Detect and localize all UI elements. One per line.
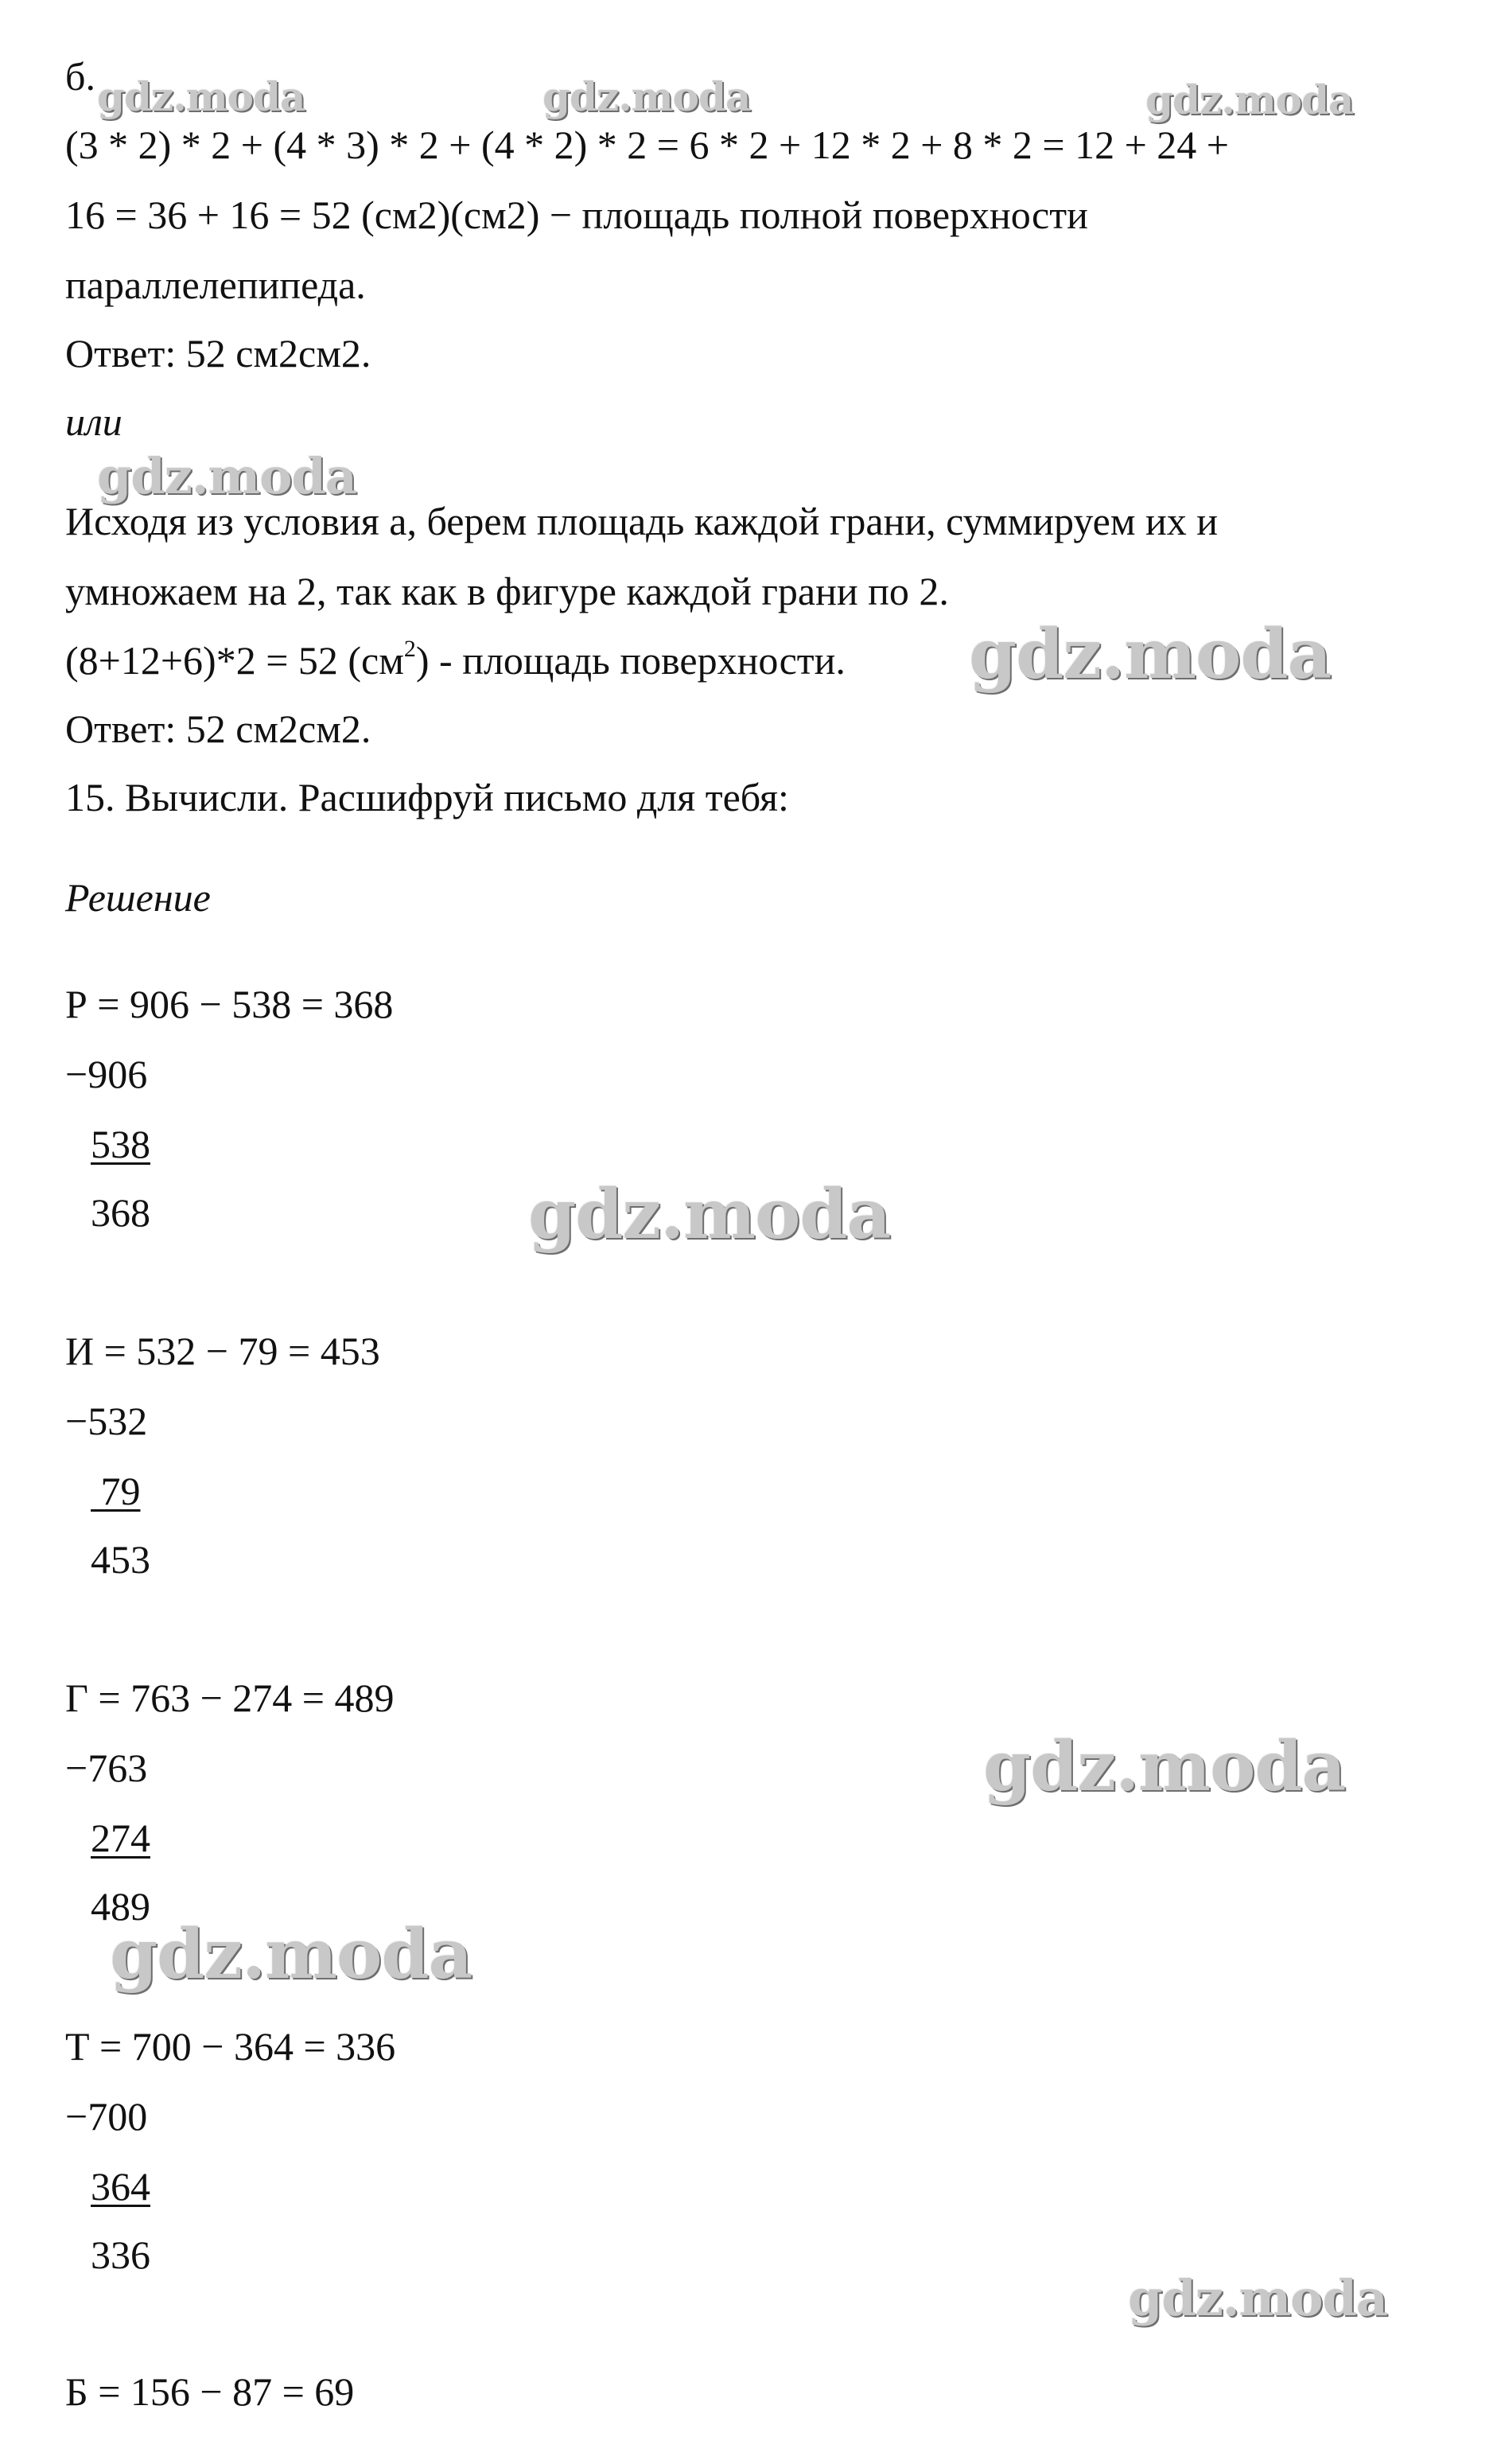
watermark-logo: gdz.moda: [110, 1914, 472, 1995]
column-subtrahend: 538: [91, 1122, 150, 1166]
alt-formula-end: ) - площадь поверхности.: [415, 638, 846, 683]
alt-formula: [65, 636, 846, 684]
alt-line-1: Исходя из условия а, берем площадь каждой грани, суммируем их и: [65, 499, 1219, 543]
column-minuend: −906: [65, 1052, 148, 1096]
column-result: 453: [91, 1537, 150, 1582]
calc-line-3: параллелепипеда.: [65, 263, 366, 307]
watermark-logo: gdz.moda: [969, 614, 1332, 695]
watermark-logo: gdz.moda: [983, 1726, 1346, 1807]
solution-label: Решение: [65, 875, 211, 920]
calc-line-1: (3 * 2) * 2 + (4 * 3) * 2 + (4 * 2) * 2 = 6 * 2 + 12 * 2 + 8 * 2 = 12 + 24 +: [65, 123, 1229, 167]
watermark-logo: gdz.moda: [1128, 2269, 1387, 2327]
task-15-heading: 15. Вычисли. Расшифруй письмо для тебя:: [65, 775, 789, 819]
watermark-logo: gdz.moda: [542, 73, 751, 120]
or-label: или: [65, 399, 122, 444]
equation: Р = 906 − 538 = 368: [65, 982, 394, 1026]
equation: Г = 763 − 274 = 489: [65, 1676, 395, 1720]
equation: И = 532 − 79 = 453: [65, 1329, 380, 1373]
column-subtrahend: 274: [91, 1816, 150, 1860]
alt-formula-start: (8+12+6)*2 = 52 (см: [65, 638, 404, 683]
alt-formula-sup: 2: [403, 636, 416, 662]
column-minuend: −763: [65, 1746, 148, 1790]
calc-line-2: 16 = 36 + 16 = 52 (см2)(см2) − площадь полной поверхности: [65, 193, 1088, 237]
answer-2: Ответ: 52 см2см2.: [65, 707, 371, 751]
column-minuend: −532: [65, 1399, 148, 1443]
column-result: 489: [91, 1884, 150, 1929]
equation: Т = 700 − 364 = 336: [65, 2024, 396, 2069]
watermark-logo: gdz.moda: [97, 73, 305, 120]
column-subtrahend: 364: [91, 2164, 150, 2209]
answer-1: Ответ: 52 см2см2.: [65, 331, 371, 376]
last-equation: Б = 156 − 87 = 69: [65, 2369, 355, 2414]
watermark-logo: gdz.moda: [97, 447, 356, 505]
watermark-logo: gdz.moda: [1145, 76, 1354, 123]
watermark-logo: gdz.moda: [528, 1174, 891, 1255]
alt-line-2: умножаем на 2, так как в фигуре каждой грани по 2.: [65, 569, 949, 613]
column-result: 336: [91, 2232, 150, 2277]
part-label: б.: [65, 54, 95, 99]
column-minuend: −700: [65, 2094, 148, 2139]
column-result: 368: [91, 1190, 150, 1235]
column-subtrahend: 79: [91, 1469, 141, 1513]
